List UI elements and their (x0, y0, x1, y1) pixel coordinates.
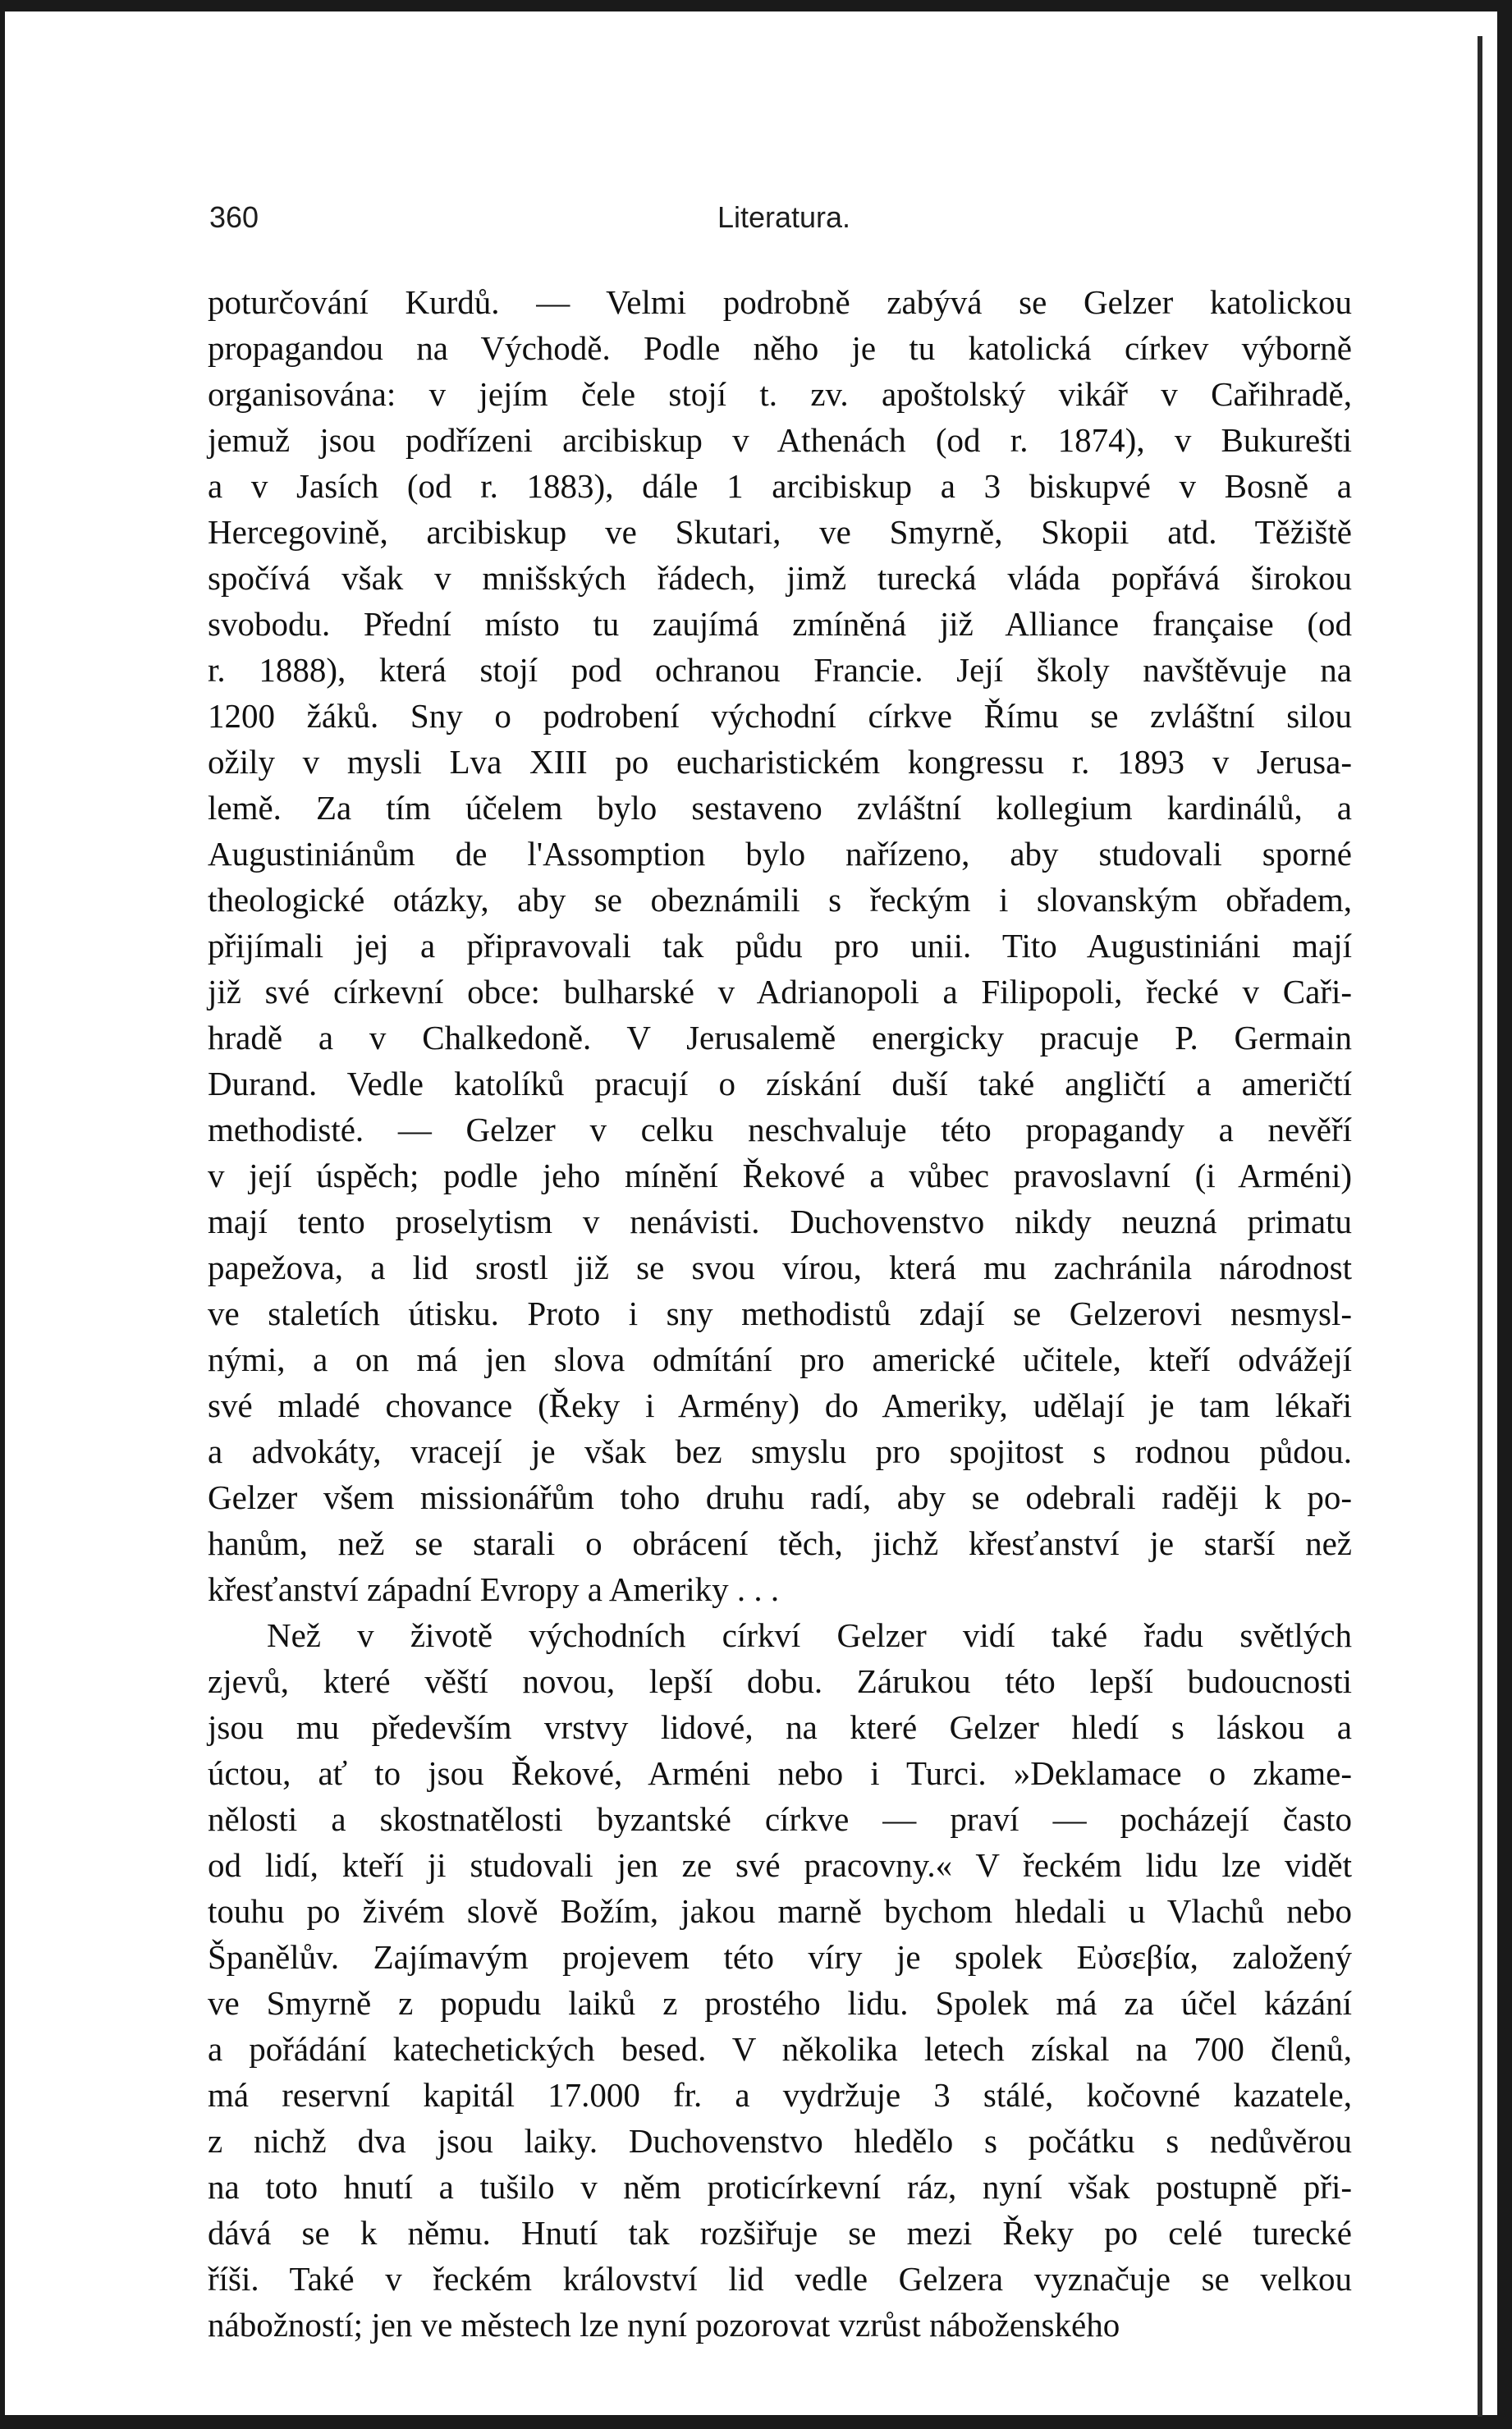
text-line: jsou mu především vrstvy lidové, na které Gelzer hledí s láskou a (208, 1708, 1352, 1746)
text-line: theologické otázky, aby se obeznámili s řeckým i slovanským obřadem, (208, 881, 1352, 919)
text-line: a advokáty, vracejí je však bez smyslu pro spojitost s rodnou půdou. (208, 1432, 1352, 1470)
text-line: dává se k němu. Hnutí tak rozšiřuje se mezi Řeky po celé turecké (208, 2214, 1352, 2252)
page-number: 360 (209, 200, 259, 234)
text-line: Španělův. Zajímavým projevem této víry je spolek Εὐσεβία, založený (208, 1938, 1352, 1976)
body-text (208, 279, 1352, 2348)
text-line: nými, a on má jen slova odmítání pro americké učitele, kteří odvážejí (208, 1341, 1352, 1378)
text-line: Durand. Vedle katolíků pracují o získání duší také angličtí a američtí (208, 1065, 1352, 1102)
text-line: lemě. Za tím účelem bylo sestaveno zvláštní kollegium kardinálů, a (208, 789, 1352, 827)
text-line: organisována: v jejím čele stojí t. zv. apoštolský vikář v Cařihradě, (208, 375, 1352, 413)
text-line: ožily v mysli Lva XIII po eucharistickém kongressu r. 1893 v Jerusa- (208, 743, 1352, 781)
text-line: má reservní kapitál 17.000 fr. a vydržuje 3 stálé, kočovné kazatele, (208, 2076, 1352, 2114)
text-line: své mladé chovance (Řeky i Armény) do Ameriky, udělají je tam lékaři (208, 1386, 1352, 1424)
text-line: zjevů, které věští novou, lepší dobu. Zárukou této lepší budoucnosti (208, 1662, 1352, 1700)
text-line: mají tento proselytism v nenávisti. Duchovenstvo nikdy neuzná primatu (208, 1203, 1352, 1240)
text-line: jemuž jsou podřízeni arcibiskup v Athenách (od r. 1874), v Bukurešti (208, 421, 1352, 459)
text-line: hradě a v Chalkedoně. V Jerusalemě energicky pracuje P. Germain (208, 1019, 1352, 1056)
book-spine-shadow (1478, 36, 1482, 2417)
text-line: hanům, než se starali o obrácení těch, jichž křesťanství je starší než (208, 1524, 1352, 1562)
text-line: papežova, a lid srostl již se svou vírou, která mu zachránila národnost (208, 1249, 1352, 1286)
text-line: na toto hnutí a tušilo v něm proticírkevní ráz, nyní však postupně při- (208, 2168, 1352, 2206)
text-line: methodisté. — Gelzer v celku neschvaluje této propagandy a nevěří (208, 1111, 1352, 1148)
text-line: křesťanství západní Evropy a Ameriky . . . (208, 1570, 780, 1608)
text-line: Augustiniánům de l'Assomption bylo nařízeno, aby studovali sporné (208, 835, 1352, 873)
section-title: Literatura. (717, 200, 851, 234)
text-line: přijímali jej a připravovali tak půdu pro unii. Tito Augustiniáni mají (208, 927, 1352, 965)
text-line: Než v životě východních církví Gelzer vidí také řadu světlých (267, 1616, 1352, 1654)
text-line: propagandou na Východě. Podle něho je tu katolická církev výborně (208, 329, 1352, 367)
text-line: touhu po živém slově Božím, jakou marně bychom hledali u Vlachů nebo (208, 1892, 1352, 1930)
text-line: r. 1888), která stojí pod ochranou Francie. Její školy navštěvuje na (208, 651, 1352, 689)
text-line: spočívá však v mnišských řádech, jimž turecká vláda popřává širokou (208, 559, 1352, 597)
text-line: ve Smyrně z popudu laiků z prostého lidu. Spolek má za účel kázání (208, 1984, 1352, 2022)
text-line: nábožností; jen ve městech lze nyní pozorovat vzrůst náboženského (208, 2306, 1120, 2344)
text-line: nělosti a skostnatělosti byzantské církve — praví — pocházejí často (208, 1800, 1352, 1838)
text-line: již své církevní obce: bulharské v Adrianopoli a Filipopoli, řecké v Caři- (208, 973, 1352, 1011)
text-line: úctou, ať to jsou Řekové, Arméni nebo i Turci. »Deklamace o zkame- (208, 1754, 1352, 1792)
text-line: svobodu. Přední místo tu zaujímá zmíněná již Alliance française (od (208, 605, 1352, 643)
text-line: a pořádání katechetických besed. V několika letech získal na 700 členů, (208, 2030, 1352, 2068)
text-line: z nichž dva jsou laiky. Duchovenstvo hledělo s počátku s nedůvěrou (208, 2122, 1352, 2160)
text-line: a v Jasích (od r. 1883), dále 1 arcibiskup a 3 biskupvé v Bosně a (208, 467, 1352, 505)
running-head (209, 200, 1359, 250)
text-line: v její úspěch; podle jeho mínění Řekové a vůbec pravoslavní (i Arméni) (208, 1157, 1352, 1194)
text-line: 1200 žáků. Sny o podrobení východní církve Římu se zvláštní silou (208, 697, 1352, 735)
text-line: říši. Také v řeckém království lid vedle Gelzera vyznačuje se velkou (208, 2260, 1352, 2298)
text-line: Hercegovině, arcibiskup ve Skutari, ve Smyrně, Skopii atd. Těžiště (208, 513, 1352, 551)
text-line: Gelzer všem missionářům toho druhu radí, aby se odebrali raději k po- (208, 1478, 1352, 1516)
text-line: ve staletích útisku. Proto i sny methodistů zdají se Gelzerovi nesmysl- (208, 1295, 1352, 1332)
text-line: od lidí, kteří ji studovali jen ze své pracovny.« V řeckém lidu lze vidět (208, 1846, 1352, 1884)
text-line: poturčování Kurdů. — Velmi podrobně zabývá se Gelzer katolickou (208, 283, 1352, 321)
